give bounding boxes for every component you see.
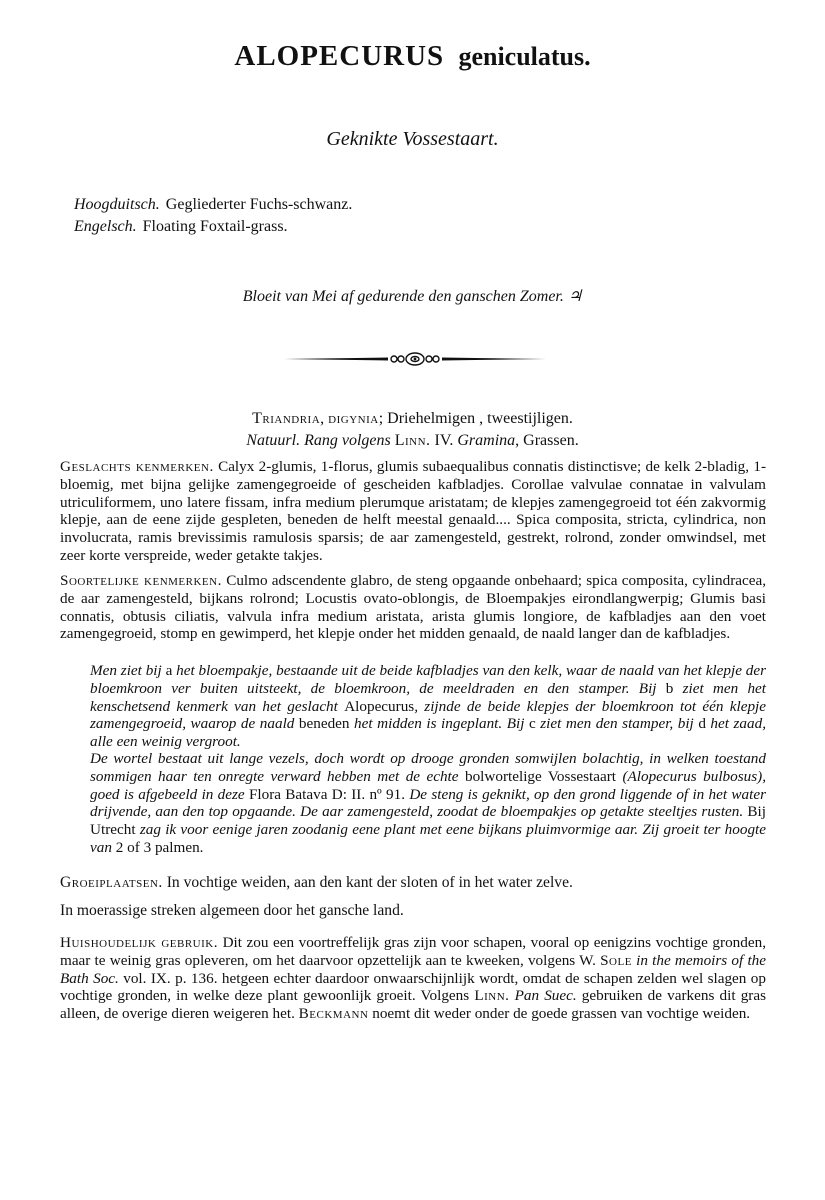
text-run: beneden [298, 715, 350, 733]
species-ref: bolwortelige Vossestaart [464, 767, 616, 785]
author-ref: Sole [600, 951, 632, 969]
text-run: zag ik voor eenige jaren zoodanig eene plant met eene bijkans pluimvormige aar. Zij groeit ter hoogte van [90, 821, 766, 856]
class-name: Triandria [252, 410, 321, 427]
page-title [0, 40, 825, 73]
language-label: Hoogduitsch. [74, 196, 160, 213]
common-name-text: Floating Foxtail-grass. [142, 218, 288, 235]
genus-name: ALOPECURUS [234, 40, 445, 72]
class-dutch: ; Driehelmigen , tweestijligen. [378, 410, 573, 427]
classification [0, 408, 825, 452]
order-name: digynia [328, 410, 379, 427]
family-latin: Gramina [457, 432, 516, 449]
habitat-line-2: In moerassige streken algemeen door het gansche land. [60, 902, 404, 919]
natural-rank-prefix: Natuurl. Rang volgens [246, 432, 391, 449]
genus-characters-paragraph [60, 458, 766, 565]
text-run: noemt dit weder onder de goede grassen van vochtige weiden. [368, 1005, 751, 1023]
figure-ref: b [665, 679, 674, 697]
section-text: Culmo adscendente glabro, de steng opgaande onbehaard; spica composita, cylindracea, de aar zamengesteld, bijkans rolrond; Locustis ovato-oblongis, de Bloempakjes eirondlangwerpig; Glumis basi connatis, obtusis ciliatis, valvula infra medium aristata, arista glumis longiore, de kafbladjes aan den voet zamengegroeid, stomp en gewimperd, het klepje onder het midden genaald, de naald langer dan de kafbladjes. [60, 572, 767, 643]
text-run: ziet men den stamper, bij [535, 715, 699, 733]
text-run: vol. IX. p. 136. hetgeen echter daardoor onwaarschijnlijk wordt, omdat de schapen zelden wel slagen op vochtige gronden, in welke deze plant gewoonlijk groeit. Volgens [60, 969, 766, 1005]
species-characters-paragraph [60, 572, 766, 643]
section-label: Groeiplaatsen. [60, 874, 163, 891]
section-label: Huishoudelijk gebruik. [60, 934, 219, 951]
text-run: het zaad, alle een weinig vergroot. [90, 715, 767, 751]
figure-ref: a [165, 662, 173, 679]
habitat-paragraph [60, 874, 766, 892]
text-run: (Alopecurus bulbosus), goed is afgebeeld in deze [90, 767, 766, 803]
family-dutch: , Grassen. [515, 432, 579, 449]
linnaean-class: Triandria, digynia; Driehelmigen , tweestijligen. [252, 410, 573, 427]
text-run: ziet men het kenschetsend kenmerk van het geslacht [90, 679, 766, 715]
economic-use-paragraph [60, 934, 766, 1023]
text-run: het midden is ingeplant. Bij [349, 715, 529, 733]
observation-root-paragraph [90, 750, 766, 857]
bloom-period: Bloeit van Mei af gedurende den ganschen Zomer. ♃ [242, 288, 583, 305]
text-run: De wortel bestaat uit lange vezels, doch wordt op drooge gronden somwijlen bolachtig, in welken toestand sommigen haar ten onregte verward hebben met de echte [90, 750, 766, 785]
section-text: Calyx 2-glumis, 1-florus, glumis subaequalibus connatis distinctisve; de kelk 2-bladig, 1-bloemig, met bijna gelijke zamengegroeide of gescheiden kafbladjes. Corollae valvulae connatae in valvulam utriculiformem, uno latere fissam, infra medium plerumque aristatam; de klepjes zamengegroeid tot één zakvormig klepje, aan de eene zijde gespleten, beneden de helft meestal genaald.... Spica composita, stricta, cylindrica, non involucrata, ramis brevissimis ramulosis sparsis; de aar zamengesteld, gestrekt, rolrond, zonder omwindsel, met zeer korte verspreide, weder getakte takjes. [60, 458, 767, 564]
common-name-english [74, 216, 352, 238]
text-run: Dit zou een voortreffelijk gras zijn voor schapen, vooral op eenigzins vochtige gronden, maar te weinig gras opleveren, om het daarvoor opzettelijk aan te kweeken, volgens W. [60, 934, 766, 969]
text-run: Pan Suec. [509, 987, 577, 1005]
section-text: In vochtige weiden, aan den kant der sloten of in het water zelve. [162, 874, 573, 891]
dutch-common-name: Geknikte Vossestaart. [326, 128, 499, 150]
text-run: Men ziet bij [90, 662, 166, 679]
genus-ref: Alopecurus [344, 697, 415, 715]
ornament-divider [280, 348, 550, 370]
figure-ref: d [698, 715, 706, 733]
species-name: geniculatus. [458, 42, 591, 71]
common-name-text: Gegliederter Fuchs-schwanz. [165, 196, 353, 213]
place-ref: Bij Utrecht [90, 803, 766, 839]
natural-rank [0, 430, 825, 452]
rank-number: IV. [430, 432, 458, 449]
text-run: gebruiken de varkens dit gras alleen, de overige dieren weigeren het. [60, 987, 766, 1023]
common-name-german [74, 194, 352, 216]
text-run: , zijnde de beide klepjes der bloemkroon tot één klepje zamengegroeid, waarop de naald [90, 697, 767, 733]
figure-ref: c [528, 715, 536, 733]
author-ref: Linn. [474, 987, 510, 1005]
common-names-list [74, 194, 352, 238]
text-run: De steng is geknikt, op den grond liggende of in het water drijvende, aan den top opgaande. De aar zamengesteld, zoodat de bloempakjes op getakte steeltjes rusten. [90, 785, 766, 821]
language-label: Engelsch. [74, 218, 137, 235]
flora-ref: Flora Batava D: II. nº 91. [248, 785, 406, 803]
section-label: Soortelijke kenmerken. [60, 572, 222, 589]
text-run: het bloempakje, bestaande uit de beide kafbladjes van den kelk, waar de naald van het klepje der bloemkroon ver buiten uitsteekt, de bloemkroon, de meeldraden en den stamper. Bij [90, 662, 767, 697]
text-run: in the memoirs of the Bath Soc. [60, 951, 767, 987]
section-label: Geslachts kenmerken. [60, 458, 214, 475]
measurement: 2 of 3 palmen. [115, 838, 204, 856]
author-ref: Beckmann [298, 1005, 369, 1023]
observation-figures-paragraph [90, 662, 766, 751]
linn-abbrev: Linn. [394, 432, 431, 449]
